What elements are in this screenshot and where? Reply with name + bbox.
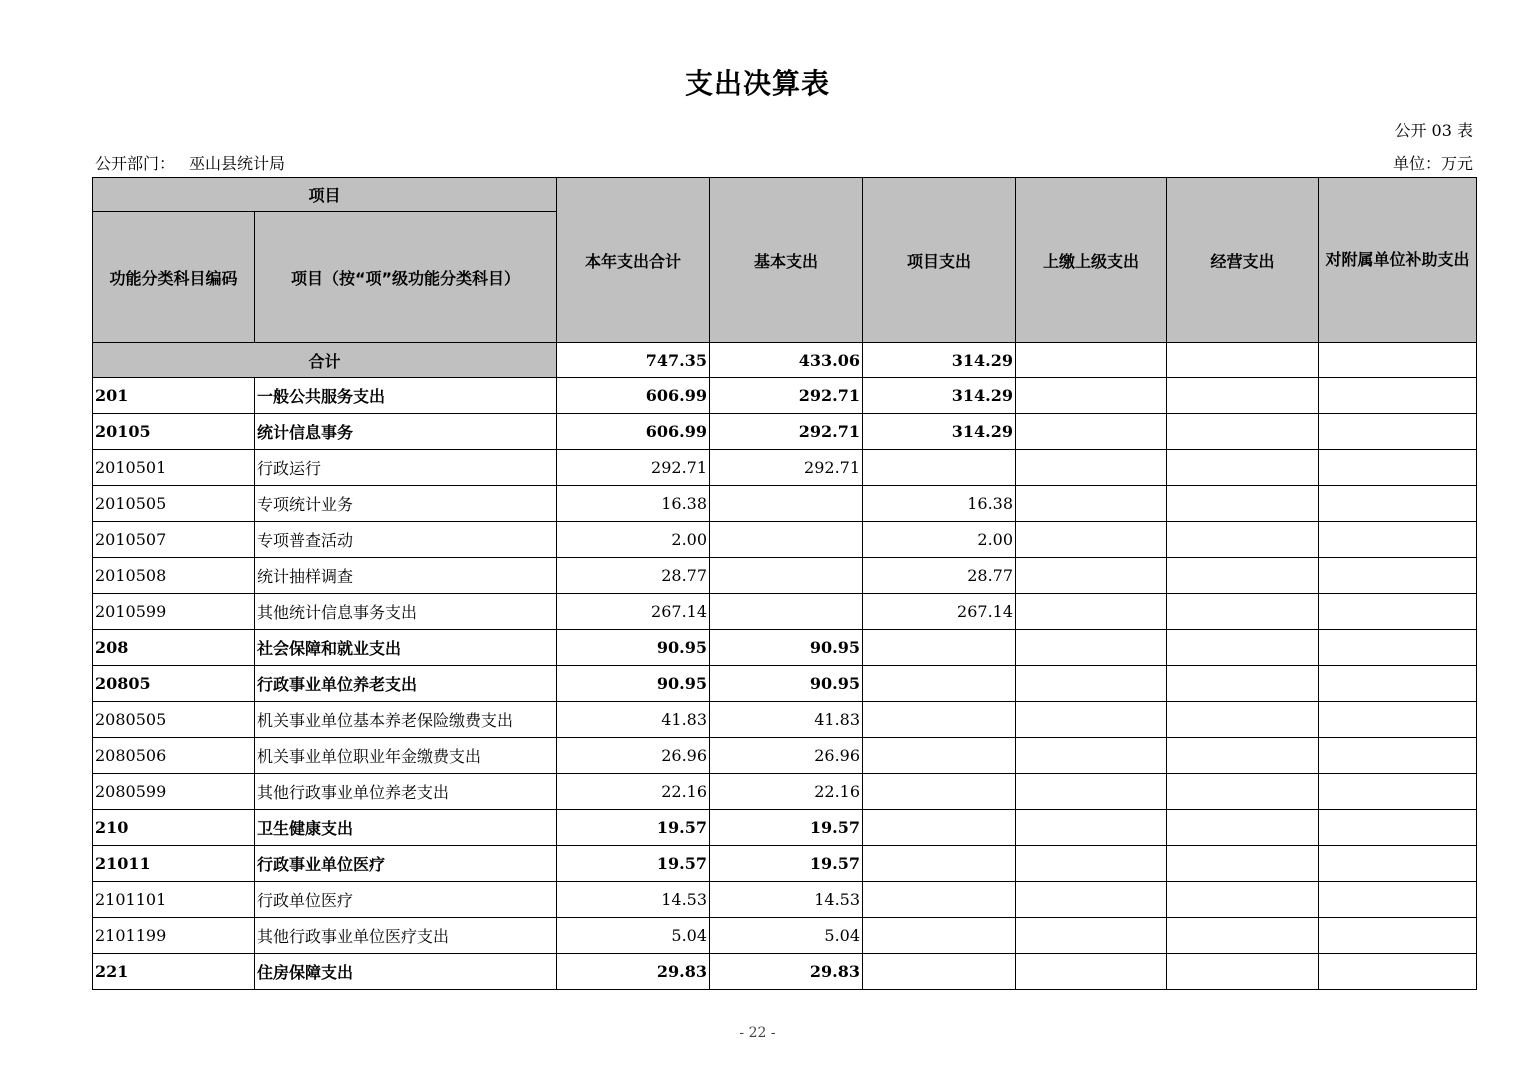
cell-total: 90.95: [557, 666, 710, 702]
cell-total: 606.99: [557, 378, 710, 414]
cell-code: 208: [93, 630, 255, 666]
cell-basic: 292.71: [710, 414, 863, 450]
cell-project: [863, 666, 1016, 702]
cell-total: 292.71: [557, 450, 710, 486]
cell-total: 16.38: [557, 486, 710, 522]
cell-business: [1167, 450, 1319, 486]
header-total: 本年支出合计: [557, 178, 710, 343]
cell-upper: [1016, 630, 1167, 666]
cell-name: 卫生健康支出: [255, 810, 557, 846]
header-subsidy: 对附属单位补助支出: [1319, 178, 1477, 343]
cell-basic: 26.96: [710, 738, 863, 774]
cell-name: 专项普查活动: [255, 522, 557, 558]
cell-total: 14.53: [557, 882, 710, 918]
cell-basic: 433.06: [710, 343, 863, 378]
cell-name: 机关事业单位职业年金缴费支出: [255, 738, 557, 774]
cell-name: 其他行政事业单位养老支出: [255, 774, 557, 810]
cell-basic: 14.53: [710, 882, 863, 918]
cell-project: [863, 630, 1016, 666]
cell-project: [863, 918, 1016, 954]
table-row: [93, 918, 1477, 954]
cell-code: 210: [93, 810, 255, 846]
cell-code: 201: [93, 378, 255, 414]
cell-business: [1167, 343, 1319, 378]
cell-code: 2010505: [93, 486, 255, 522]
cell-total: 747.35: [557, 343, 710, 378]
header-project: 项目支出: [863, 178, 1016, 343]
cell-upper: [1016, 450, 1167, 486]
cell-business: [1167, 774, 1319, 810]
cell-total: 26.96: [557, 738, 710, 774]
cell-code: 2010599: [93, 594, 255, 630]
cell-subsidy: [1319, 666, 1477, 702]
cell-basic: 5.04: [710, 918, 863, 954]
table-row: [93, 846, 1477, 882]
cell-project: 2.00: [863, 522, 1016, 558]
cell-upper: [1016, 594, 1167, 630]
cell-upper: [1016, 378, 1167, 414]
total-label: 合计: [93, 343, 557, 378]
cell-name: 住房保障支出: [255, 954, 557, 990]
cell-name: 统计抽样调查: [255, 558, 557, 594]
cell-basic: 90.95: [710, 630, 863, 666]
table-row: [93, 450, 1477, 486]
cell-upper: [1016, 738, 1167, 774]
cell-code: 2080505: [93, 702, 255, 738]
cell-subsidy: [1319, 594, 1477, 630]
header-item: 项目: [93, 178, 557, 212]
cell-project: 314.29: [863, 414, 1016, 450]
cell-upper: [1016, 558, 1167, 594]
table-row: [93, 414, 1477, 450]
cell-name: 社会保障和就业支出: [255, 630, 557, 666]
cell-code: 2101101: [93, 882, 255, 918]
cell-subsidy: [1319, 414, 1477, 450]
cell-name: 一般公共服务支出: [255, 378, 557, 414]
cell-upper: [1016, 846, 1167, 882]
cell-subsidy: [1319, 738, 1477, 774]
cell-business: [1167, 882, 1319, 918]
cell-code: 21011: [93, 846, 255, 882]
cell-name: 行政事业单位医疗: [255, 846, 557, 882]
cell-business: [1167, 414, 1319, 450]
cell-code: 2010508: [93, 558, 255, 594]
cell-code: 20105: [93, 414, 255, 450]
cell-subsidy: [1319, 882, 1477, 918]
cell-name: 行政事业单位养老支出: [255, 666, 557, 702]
table-row: [93, 594, 1477, 630]
cell-business: [1167, 738, 1319, 774]
cell-subsidy: [1319, 702, 1477, 738]
cell-total: 5.04: [557, 918, 710, 954]
table-row: [93, 774, 1477, 810]
total-row: [93, 343, 1477, 378]
cell-name: 其他统计信息事务支出: [255, 594, 557, 630]
cell-name: 专项统计业务: [255, 486, 557, 522]
cell-upper: [1016, 486, 1167, 522]
cell-business: [1167, 594, 1319, 630]
cell-project: [863, 882, 1016, 918]
cell-project: [863, 738, 1016, 774]
cell-business: [1167, 486, 1319, 522]
page-number: - 22 -: [739, 1025, 776, 1041]
cell-project: [863, 450, 1016, 486]
table-row: [93, 702, 1477, 738]
cell-basic: [710, 558, 863, 594]
table-row: [93, 954, 1477, 990]
unit-label: 单位：万元: [1392, 154, 1473, 173]
cell-basic: 29.83: [710, 954, 863, 990]
cell-total: 19.57: [557, 810, 710, 846]
cell-basic: [710, 594, 863, 630]
header-basic: 基本支出: [710, 178, 863, 343]
cell-total: 28.77: [557, 558, 710, 594]
cell-name: 统计信息事务: [255, 414, 557, 450]
cell-code: 2080506: [93, 738, 255, 774]
cell-project: [863, 810, 1016, 846]
cell-basic: 292.71: [710, 450, 863, 486]
cell-upper: [1016, 522, 1167, 558]
table-row: [93, 558, 1477, 594]
cell-project: [863, 702, 1016, 738]
page-title: 支出决算表: [684, 67, 830, 100]
cell-total: 267.14: [557, 594, 710, 630]
cell-upper: [1016, 882, 1167, 918]
cell-business: [1167, 630, 1319, 666]
header-upper: 上缴上级支出: [1016, 178, 1167, 343]
cell-subsidy: [1319, 486, 1477, 522]
cell-business: [1167, 954, 1319, 990]
cell-name: 行政运行: [255, 450, 557, 486]
cell-business: [1167, 918, 1319, 954]
cell-basic: 22.16: [710, 774, 863, 810]
cell-upper: [1016, 810, 1167, 846]
department-label: 公开部门：: [95, 154, 176, 173]
header-name: 项目（按“项”级功能分类科目）: [255, 212, 557, 343]
department-line: [95, 151, 285, 174]
cell-project: [863, 846, 1016, 882]
department-name: 巫山县统计局: [189, 154, 286, 173]
cell-project: 314.29: [863, 378, 1016, 414]
cell-business: [1167, 666, 1319, 702]
cell-basic: 19.57: [710, 846, 863, 882]
table-code: 公开 03 表: [1394, 121, 1473, 140]
header-code: 功能分类科目编码: [93, 212, 255, 343]
cell-basic: 90.95: [710, 666, 863, 702]
cell-total: 90.95: [557, 630, 710, 666]
cell-business: [1167, 378, 1319, 414]
cell-business: [1167, 702, 1319, 738]
cell-project: 28.77: [863, 558, 1016, 594]
cell-subsidy: [1319, 450, 1477, 486]
cell-total: 29.83: [557, 954, 710, 990]
table-body: [93, 343, 1477, 990]
table-row: [93, 882, 1477, 918]
cell-basic: 292.71: [710, 378, 863, 414]
table-row: [93, 522, 1477, 558]
table-row: [93, 378, 1477, 414]
cell-upper: [1016, 414, 1167, 450]
cell-total: 41.83: [557, 702, 710, 738]
cell-project: 314.29: [863, 343, 1016, 378]
cell-name: 其他行政事业单位医疗支出: [255, 918, 557, 954]
cell-code: 2101199: [93, 918, 255, 954]
cell-name: 行政单位医疗: [255, 882, 557, 918]
cell-subsidy: [1319, 846, 1477, 882]
cell-subsidy: [1319, 918, 1477, 954]
cell-upper: [1016, 666, 1167, 702]
cell-project: 267.14: [863, 594, 1016, 630]
table-row: [93, 810, 1477, 846]
cell-subsidy: [1319, 558, 1477, 594]
cell-subsidy: [1319, 343, 1477, 378]
cell-code: 221: [93, 954, 255, 990]
table-row: [93, 738, 1477, 774]
cell-project: [863, 774, 1016, 810]
cell-business: [1167, 810, 1319, 846]
cell-code: 2080599: [93, 774, 255, 810]
cell-basic: 41.83: [710, 702, 863, 738]
cell-business: [1167, 846, 1319, 882]
cell-project: [863, 954, 1016, 990]
cell-subsidy: [1319, 774, 1477, 810]
cell-subsidy: [1319, 378, 1477, 414]
cell-subsidy: [1319, 810, 1477, 846]
cell-upper: [1016, 702, 1167, 738]
cell-business: [1167, 522, 1319, 558]
cell-upper: [1016, 954, 1167, 990]
cell-subsidy: [1319, 630, 1477, 666]
cell-code: 2010501: [93, 450, 255, 486]
cell-total: 606.99: [557, 414, 710, 450]
cell-upper: [1016, 343, 1167, 378]
header-business: 经营支出: [1167, 178, 1319, 343]
cell-total: 22.16: [557, 774, 710, 810]
table-row: [93, 630, 1477, 666]
cell-subsidy: [1319, 954, 1477, 990]
expenditure-table: [92, 177, 1477, 990]
cell-name: 机关事业单位基本养老保险缴费支出: [255, 702, 557, 738]
cell-code: 20805: [93, 666, 255, 702]
cell-subsidy: [1319, 522, 1477, 558]
table-row: [93, 666, 1477, 702]
cell-business: [1167, 558, 1319, 594]
cell-code: 2010507: [93, 522, 255, 558]
cell-total: 19.57: [557, 846, 710, 882]
cell-total: 2.00: [557, 522, 710, 558]
cell-upper: [1016, 774, 1167, 810]
cell-project: 16.38: [863, 486, 1016, 522]
cell-basic: 19.57: [710, 810, 863, 846]
cell-upper: [1016, 918, 1167, 954]
cell-basic: [710, 486, 863, 522]
table-row: [93, 486, 1477, 522]
cell-basic: [710, 522, 863, 558]
